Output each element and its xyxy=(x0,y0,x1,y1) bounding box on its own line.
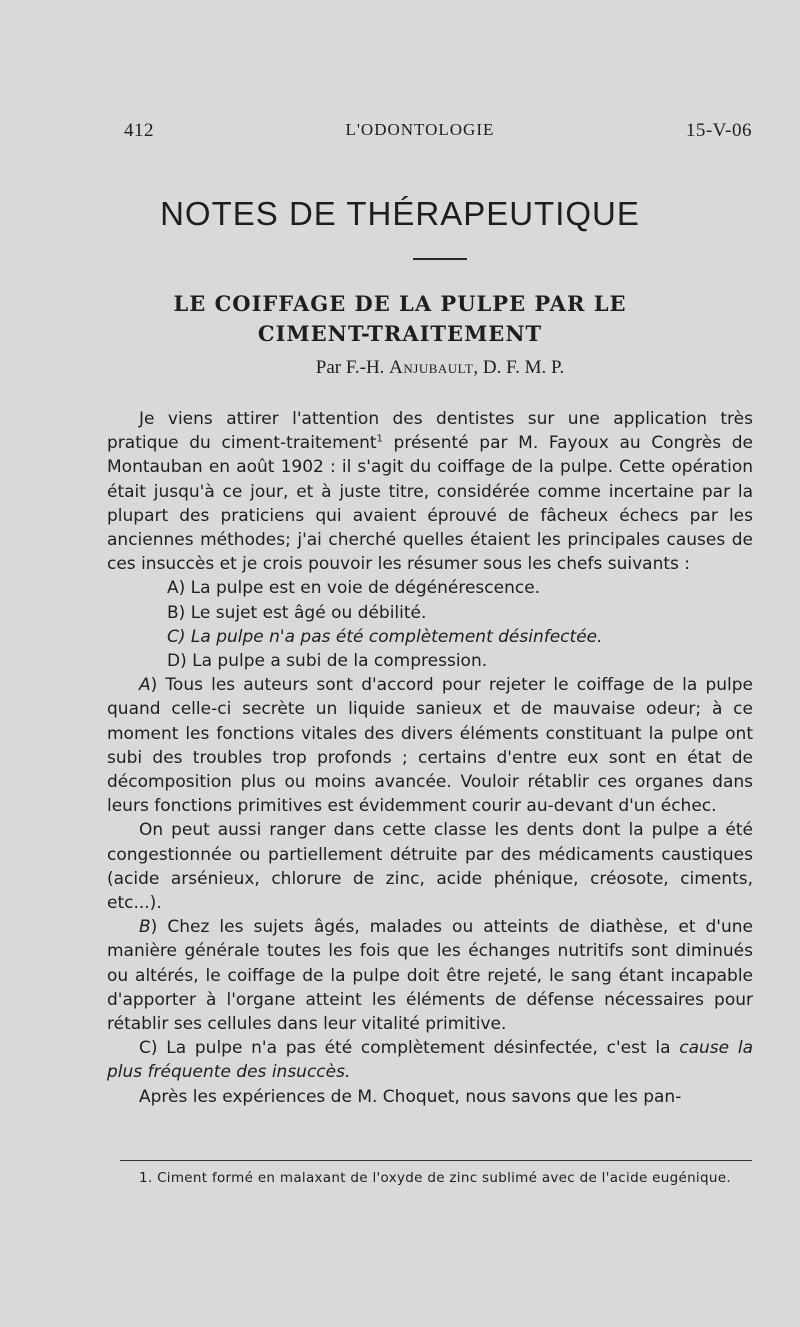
list-item-c: C) La pulpe n'a pas été complètement désinfectée. xyxy=(167,626,603,647)
footnote: 1. Ciment formé en malaxant de l'oxyde de zinc sublimé avec de l'acide eugénique. xyxy=(139,1170,731,1186)
paragraph-b-text: ) Chez les sujets âgés, malades ou atteints de diathèse, et d'une manière générale toutes les fois que les échanges nutritifs sont diminués ou altérés, le coiffage de la pulpe doit être rejeté, le sang étant incapable d'apporter à l'organe atteint les éléments de défense nécessaires pour rétablir ses cellules dans leur vitalité primitive. xyxy=(107,917,753,1035)
footnote-divider xyxy=(120,1160,752,1161)
footnote-marker: 1 xyxy=(376,433,383,445)
article-title-line-2: CIMENT-TRAITEMENT xyxy=(257,321,543,346)
issue-date: 15-V-06 xyxy=(685,120,752,141)
author-name: Anjubault xyxy=(389,357,474,378)
list-item-b: B) Le sujet est âgé ou débilité. xyxy=(167,602,427,623)
title-divider xyxy=(413,258,467,260)
paragraph-intro xyxy=(107,407,753,576)
author-credentials: , D. F. M. P. xyxy=(473,357,565,378)
list-item-d: D) La pulpe a subi de la compression. xyxy=(167,651,488,672)
byline xyxy=(0,357,800,379)
paragraph-b-label: B xyxy=(139,917,151,938)
paragraph-a xyxy=(107,673,753,818)
list-item-a: A) La pulpe est en voie de dégénérescence. xyxy=(167,578,541,599)
section-title: NOTES DE THÉRAPEUTIQUE xyxy=(160,195,640,232)
paragraph-a-label: A xyxy=(139,675,151,696)
article-title xyxy=(0,289,800,349)
running-head xyxy=(124,120,752,142)
paragraph-b xyxy=(107,915,753,1036)
paragraph-apres: Après les expériences de M. Choquet, nous savons que les pan- xyxy=(139,1086,682,1107)
journal-title: L'ODONTOLOGIE xyxy=(345,120,495,139)
article-title-line-1: LE COIFFAGE DE LA PULPE PAR LE xyxy=(173,291,627,316)
intro-text-end: présenté par M. Fayoux au Congrès de Montauban en août 1902 : il s'agit du coiffage de la pulpe. Cette opération était jusqu'à ce jour, et à juste titre, considérée comme incertaine par la plupart des praticiens qui avaient éprouvé de fâcheux échecs par les anciennes méthodes; j'ai cherché quelles étaient les principales causes de ces insuccès et je crois pouvoir les résumer sous les chefs suivants : xyxy=(107,433,753,575)
page-number: 412 xyxy=(124,120,154,141)
article-body xyxy=(107,407,753,1109)
byline-prefix: Par F.-H. xyxy=(315,357,390,378)
paragraph-on-peut: On peut aussi ranger dans cette classe les dents dont la pulpe a été congestionnée ou partiellement détruite par des médicaments caustiques (acide arsénieux, chlorure de zinc, acide phénique, créosote, ciments, etc...). xyxy=(107,820,753,914)
paragraph-c-emphasis: cause la plus fréquente des insuccès. xyxy=(107,1038,754,1083)
intro-text-start: Je viens attirer l'attention des dentistes sur une application très pratique du ciment-traitement xyxy=(107,409,753,454)
paragraph-a-text: ) Tous les auteurs sont d'accord pour rejeter le coiffage de la pulpe quand celle-ci secrète un liquide sanieux et de mauvaise odeur; à ce moment les fonctions vitales des divers éléments constituant la pulpe ont subi des troubles trop profonds ; certains d'entre eux sont en état de décomposition plus ou moins avancée. Vouloir rétablir ces organes dans leurs fonctions primitives est évidemment courir au-devant d'un échec. xyxy=(107,675,753,817)
paragraph-c-text: C) La pulpe n'a pas été complètement désinfectée, c'est la xyxy=(139,1038,680,1059)
paragraph-c xyxy=(107,1036,753,1084)
